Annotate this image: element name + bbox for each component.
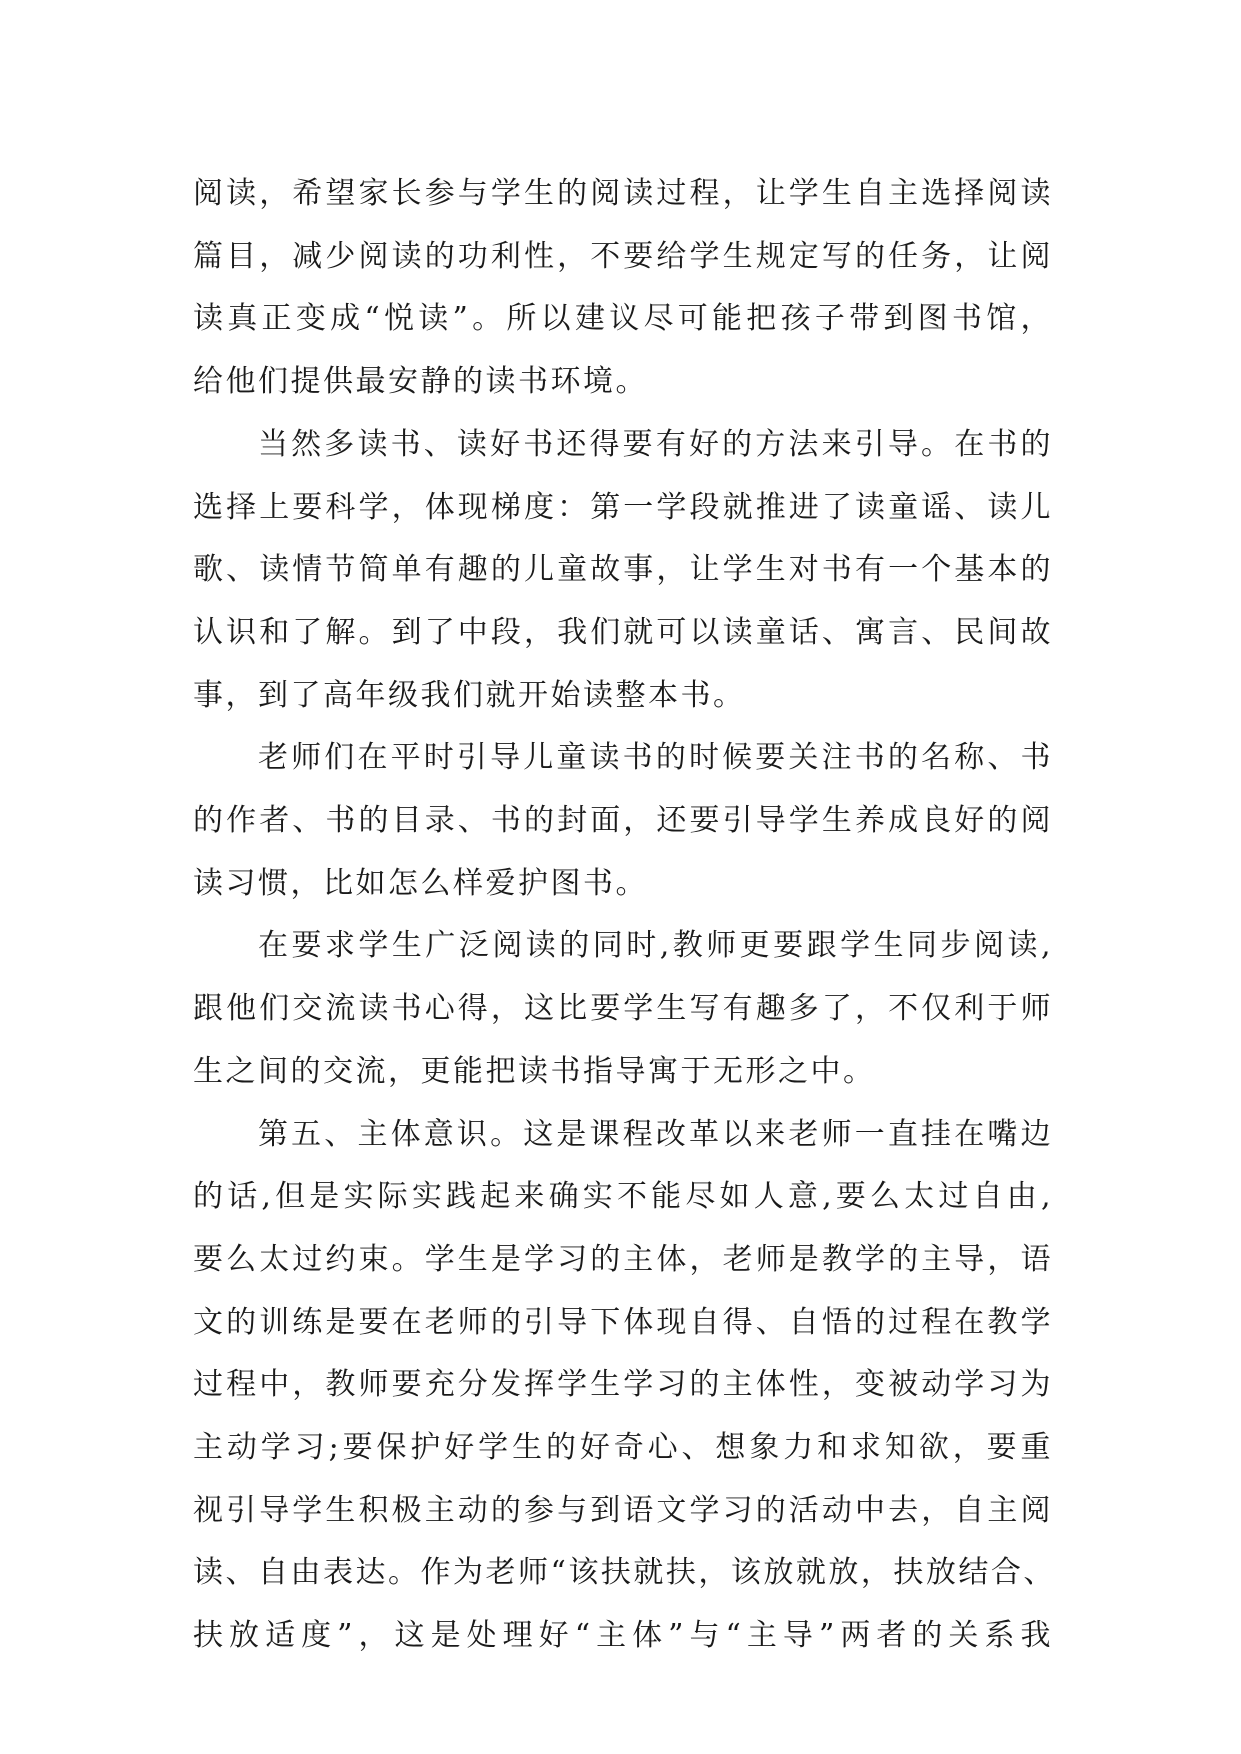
text-line: 读习惯，比如怎么样爱护图书。 [193, 865, 648, 901]
text-line: 篇目，减少阅读的功利性，不要给学生规定写的任务，让阅 [193, 238, 1053, 274]
paragraph-2 [193, 414, 1053, 728]
text-line: 当然多读书、读好书还得要有好的方法来引导。在书的 [258, 426, 1053, 462]
text-line: 读、自由表达。作为老师“该扶就扶，该放就放，扶放结合、 [193, 1555, 1056, 1591]
paragraph-5 [193, 1104, 1056, 1668]
text-line: 第五、主体意识。这是课程改革以来老师一直挂在嘴边 [258, 1116, 1053, 1152]
text-line: 认识和了解。到了中段，我们就可以读童话、寓言、民间故 [193, 614, 1053, 650]
text-line: 读真正变成“悦读”。所以建议尽可能把孩子带到图书馆， [193, 301, 1053, 337]
text-line: 扶放适度”，这是处理好“主体”与“主导”两者的关系我 [193, 1618, 1053, 1654]
text-line: 歌、读情节简单有趣的儿童故事，让学生对书有一个基本的 [193, 552, 1053, 588]
text-line: 选择上要科学，体现梯度：第一学段就推进了读童谣、读儿 [193, 489, 1053, 525]
paragraph-1 [193, 163, 1053, 414]
text-line: 阅读，希望家长参与学生的阅读过程，让学生自主选择阅读 [193, 176, 1053, 211]
text-line: 视引导学生积极主动的参与到语文学习的活动中去，自主阅 [193, 1492, 1053, 1528]
text-line: 在要求学生广泛阅读的同时,教师更要跟学生同步阅读, [258, 928, 1053, 964]
text-line: 跟他们交流读书心得，这比要学生写有趣多了，不仅利于师 [193, 991, 1053, 1027]
text-line: 给他们提供最安静的读书环境。 [193, 364, 648, 400]
text-line: 生之间的交流，更能把读书指导寓于无形之中。 [193, 1053, 876, 1089]
text-line: 的作者、书的目录、书的封面，还要引导学生养成良好的阅 [193, 803, 1053, 839]
text-line: 老师们在平时引导儿童读书的时候要关注书的名称、书 [258, 740, 1053, 776]
text-line: 主动学习;要保护好学生的好奇心、想象力和求知欲，要重 [193, 1430, 1053, 1466]
paragraph-3 [193, 727, 1053, 915]
text-line: 文的训练是要在老师的引导下体现自得、自悟的过程在教学 [193, 1304, 1053, 1340]
text-line: 的话,但是实际实践起来确实不能尽如人意,要么太过自由, [193, 1179, 1053, 1215]
text-line: 要么太过约束。学生是学习的主体，老师是教学的主导，语 [193, 1241, 1053, 1277]
paragraph-4 [193, 915, 1053, 1103]
text-line: 事，到了高年级我们就开始读整本书。 [193, 677, 746, 713]
text-line: 过程中，教师要充分发挥学生学习的主体性，变被动学习为 [193, 1367, 1053, 1403]
document-body [193, 163, 1056, 1668]
